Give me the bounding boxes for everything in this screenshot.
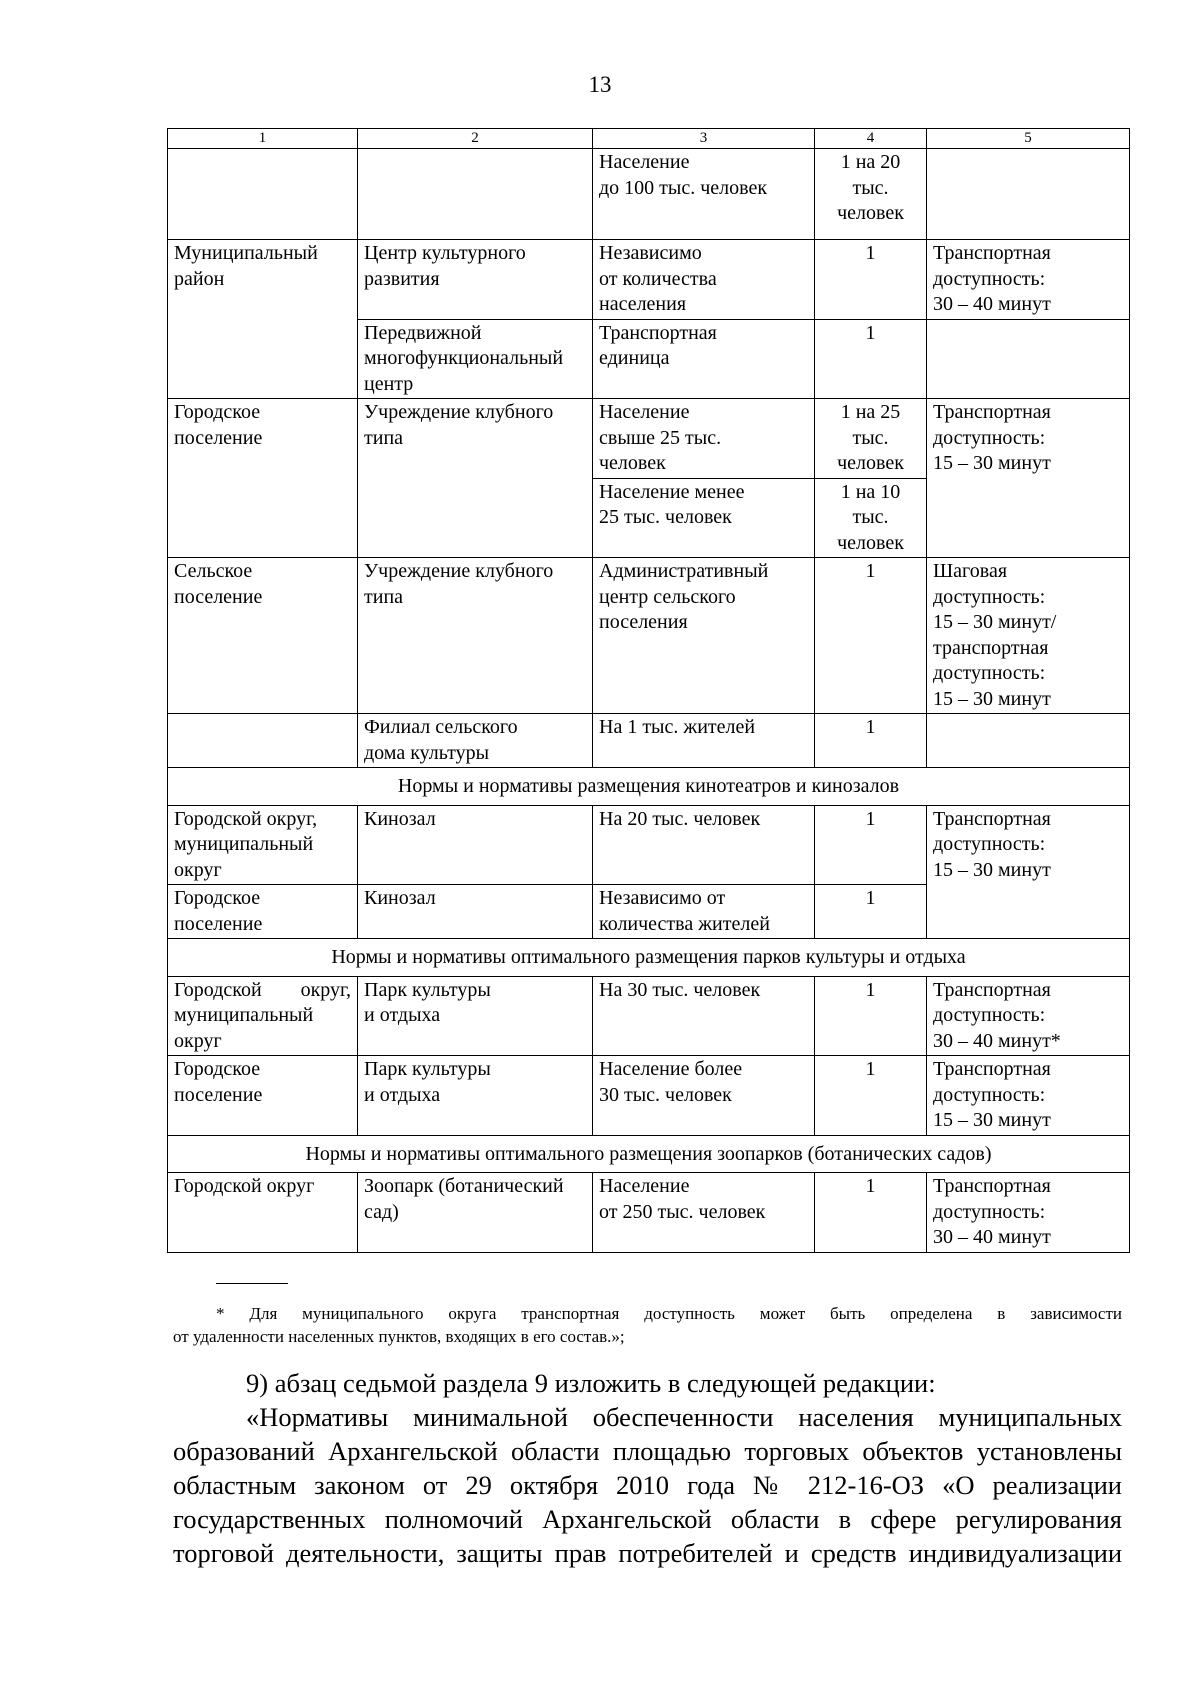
cell-territory: Городской округ, муниципальный округ bbox=[168, 805, 358, 885]
cell-quantity: 1 bbox=[815, 558, 927, 714]
cell-quantity: 1 bbox=[815, 976, 927, 1056]
cell-territory: Городское поселение bbox=[168, 885, 358, 939]
cell-accessibility bbox=[927, 149, 1130, 240]
cell-accessibility: Шаговая доступность: 15 – 30 минут/ транспортная доступность: 15 – 30 минут bbox=[927, 558, 1130, 714]
cell-quantity: 1 bbox=[815, 319, 927, 399]
paragraph-line: образований Архангельской области площадью торговых объектов установлены bbox=[173, 1436, 1122, 1466]
footnote-line: от удаленности населенных пунктов, входящих в его состав.»; bbox=[173, 1327, 625, 1346]
cell-norm-basis: На 20 тыс. человек bbox=[593, 805, 815, 885]
body-text bbox=[173, 1366, 1122, 1570]
column-number-2: 2 bbox=[358, 129, 593, 149]
cell-territory bbox=[168, 149, 358, 240]
column-number-5: 5 bbox=[927, 129, 1130, 149]
cell-norm-basis: Население до 100 тыс. человек bbox=[593, 149, 815, 240]
cell-norm-basis: Транспортная единица bbox=[593, 319, 815, 399]
cell-accessibility: Транспортная доступность: 15 – 30 минут bbox=[927, 1056, 1130, 1136]
cell-quantity: 1 на 20 тыс. человек bbox=[815, 149, 927, 240]
table-row bbox=[168, 149, 1130, 240]
table-row bbox=[168, 558, 1130, 714]
table-row bbox=[168, 240, 1130, 320]
cell-quantity: 1 bbox=[815, 885, 927, 939]
cell-object: Филиал сельского дома культуры bbox=[358, 714, 593, 768]
cell-accessibility: Транспортная доступность: 30 – 40 минут bbox=[927, 1173, 1130, 1253]
cell-object: Учреждение клубного типа bbox=[358, 558, 593, 714]
cell-territory: Сельское поселение bbox=[168, 558, 358, 714]
cell-norm-basis: Население более 30 тыс. человек bbox=[593, 1056, 815, 1136]
cell-object: Кинозал bbox=[358, 885, 593, 939]
cell-object: Парк культуры и отдыха bbox=[358, 976, 593, 1056]
cell-quantity: 1 bbox=[815, 1173, 927, 1253]
cell-quantity: 1 bbox=[815, 240, 927, 320]
cell-object: Учреждение клубного типа bbox=[358, 399, 593, 558]
section-heading-cinemas: Нормы и нормативы размещения кинотеатров и кинозалов bbox=[168, 768, 1130, 806]
cell-accessibility: Транспортная доступность: 15 – 30 минут bbox=[927, 805, 1130, 939]
table-row bbox=[168, 1056, 1130, 1136]
page-number: 13 bbox=[588, 72, 612, 97]
cell-norm-basis: Независимо от количества населения bbox=[593, 240, 815, 320]
section-row bbox=[168, 1135, 1130, 1173]
footnote bbox=[173, 1302, 1122, 1348]
cell-object: Зоопарк (ботанический сад) bbox=[358, 1173, 593, 1253]
cell-accessibility: Транспортная доступность: 30 – 40 минут* bbox=[927, 976, 1130, 1056]
cell-accessibility bbox=[927, 714, 1130, 768]
cell-norm-basis: Население от 250 тыс. человек bbox=[593, 1173, 815, 1253]
column-number-1: 1 bbox=[168, 129, 358, 149]
cell-territory bbox=[168, 714, 358, 768]
table-row bbox=[168, 805, 1130, 885]
column-number-3: 3 bbox=[593, 129, 815, 149]
section-row bbox=[168, 768, 1130, 806]
footnote-separator bbox=[216, 1283, 288, 1284]
cell-accessibility: Транспортная доступность: 30 – 40 минут bbox=[927, 240, 1130, 320]
paragraph-line: торговой деятельности, защиты прав потребителей и средств индивидуализации bbox=[173, 1538, 1122, 1568]
cell-territory: Городской округ, муниципальный округ bbox=[168, 976, 358, 1056]
column-number-4: 4 bbox=[815, 129, 927, 149]
table-row bbox=[168, 399, 1130, 479]
cell-quantity: 1 на 25 тыс. человек bbox=[815, 399, 927, 479]
table-row bbox=[168, 976, 1130, 1056]
cell-accessibility: Транспортная доступность: 15 – 30 минут bbox=[927, 399, 1130, 558]
cell-territory: Городской округ bbox=[168, 1173, 358, 1253]
cell-norm-basis: Административный центр сельского поселения bbox=[593, 558, 815, 714]
table-header-row bbox=[168, 129, 1130, 149]
cell-territory: Городское поселение bbox=[168, 1056, 358, 1136]
cell-object: Кинозал bbox=[358, 805, 593, 885]
paragraph-line: областным законом от 29 октября 2010 года № 212-16-ОЗ «О реализации bbox=[173, 1470, 1122, 1500]
cell-norm-basis: Население свыше 25 тыс. человек bbox=[593, 399, 815, 479]
table-row bbox=[168, 714, 1130, 768]
cell-norm-basis: На 1 тыс. жителей bbox=[593, 714, 815, 768]
cell-quantity: 1 на 10 тыс. человек bbox=[815, 478, 927, 558]
paragraph-amendment-item: 9) абзац седьмой раздела 9 изложить в следующей редакции: bbox=[246, 1368, 936, 1398]
cell-accessibility bbox=[927, 319, 1130, 399]
cell-object: Передвижной многофункциональный центр bbox=[358, 319, 593, 399]
cell-norm-basis: На 30 тыс. человек bbox=[593, 976, 815, 1056]
section-heading-parks: Нормы и нормативы оптимального размещения парков культуры и отдыха bbox=[168, 939, 1130, 977]
cell-object: Парк культуры и отдыха bbox=[358, 1056, 593, 1136]
norms-table bbox=[167, 128, 1130, 1253]
cell-quantity: 1 bbox=[815, 1056, 927, 1136]
cell-object: Центр культурного развития bbox=[358, 240, 593, 320]
table-row bbox=[168, 1173, 1130, 1253]
section-row bbox=[168, 939, 1130, 977]
cell-territory: Муниципальный район bbox=[168, 240, 358, 399]
cell-object bbox=[358, 149, 593, 240]
paragraph-line: государственных полномочий Архангельской области в сфере регулирования bbox=[173, 1504, 1122, 1534]
cell-norm-basis: Независимо от количества жителей bbox=[593, 885, 815, 939]
section-heading-zoos: Нормы и нормативы оптимального размещения зоопарков (ботанических садов) bbox=[168, 1135, 1130, 1173]
cell-quantity: 1 bbox=[815, 714, 927, 768]
cell-quantity: 1 bbox=[815, 805, 927, 885]
cell-territory: Городское поселение bbox=[168, 399, 358, 558]
paragraph-line: «Нормативы минимальной обеспеченности населения муниципальных bbox=[246, 1402, 1122, 1432]
footnote-line: * Для муниципального округа транспортная доступность может быть определена в зависимости bbox=[216, 1304, 1122, 1323]
cell-norm-basis: Население менее 25 тыс. человек bbox=[593, 478, 815, 558]
